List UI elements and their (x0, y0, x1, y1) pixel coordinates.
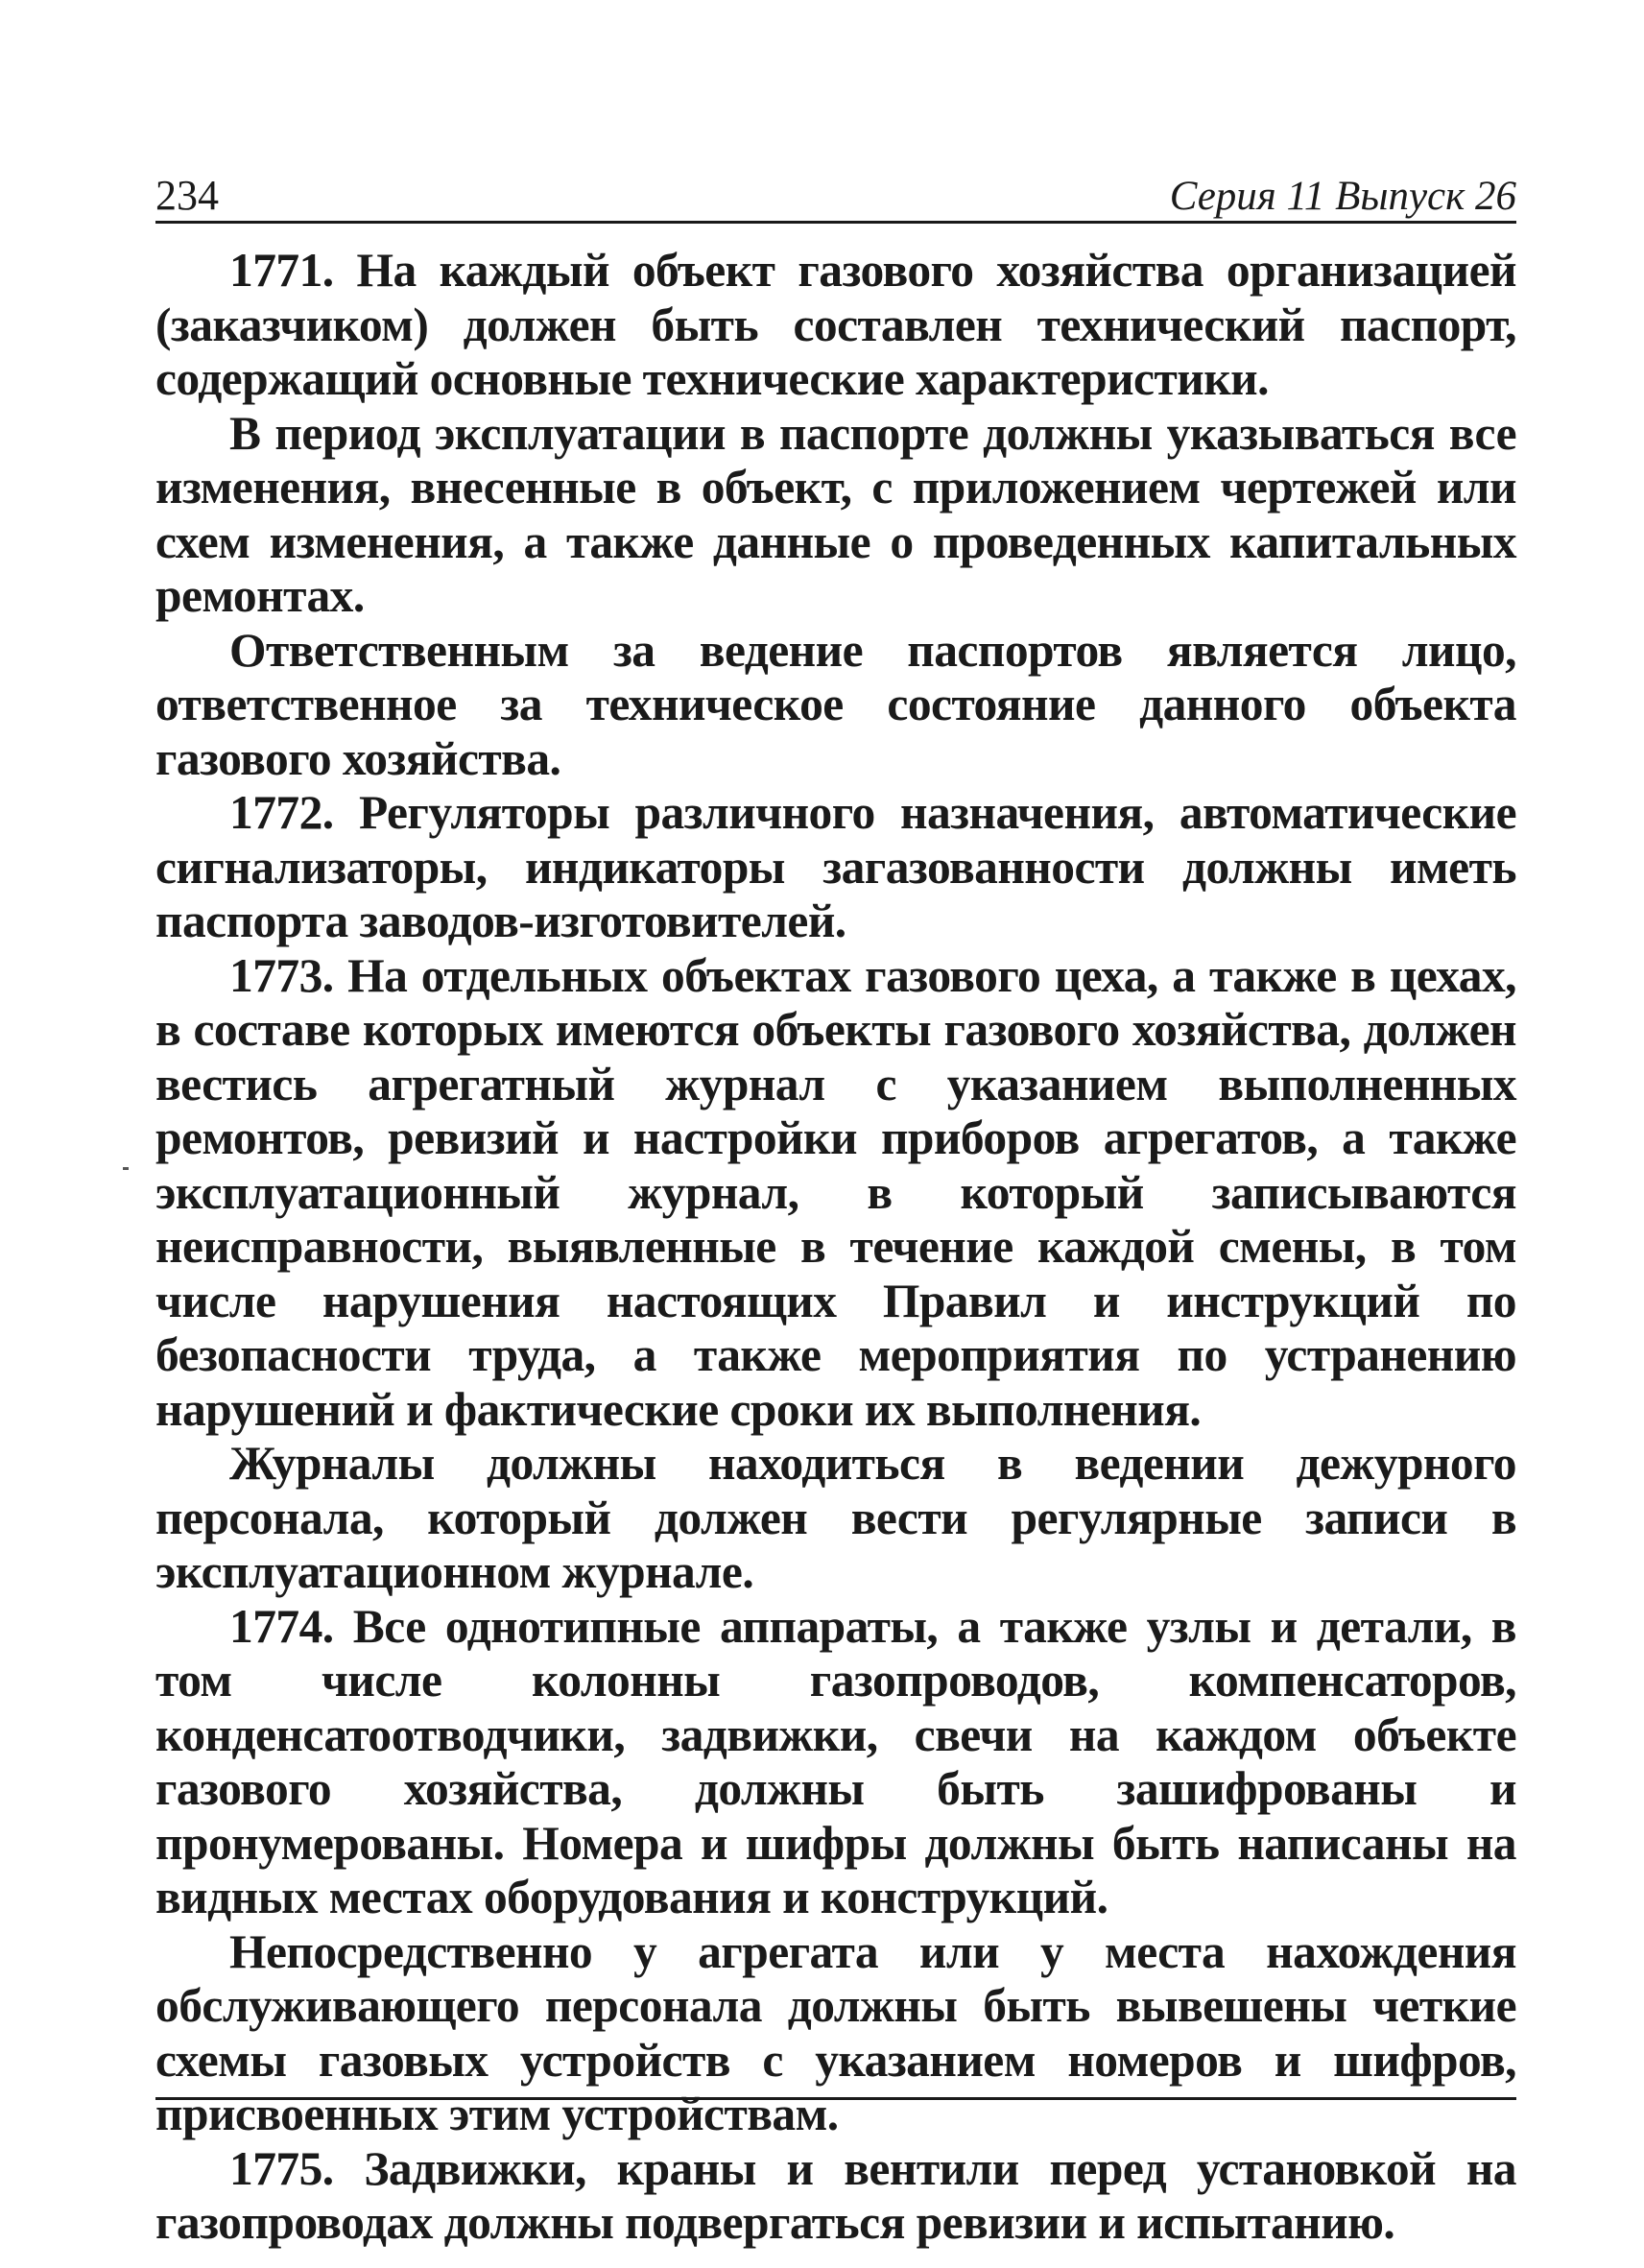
paragraph-schemes: Непосредственно у агрегата или у места нахождения обслуживающего персонала должны быть вывешены четкие схемы газовых устройств с указанием номеров и шифров, присвоенных этим устройствам. (155, 1924, 1516, 2140)
paragraph-1773: 1773. На отдельных объектах газового цеха, а также в цехах, в составе которых имеются объекты газового хозяйства, должен вестись агрегатный журнал с указанием выполненных ремонтов, ревизий и настройки приборов агрегатов, а также эксплуатационный журнал, в который записываются неисправности, выявленные в течение каждой смены, в том числе нарушения настоящих Правил и инструкций по безопасности труда, а также мероприятия по устранению нарушений и фактические сроки их выполнения. (155, 948, 1516, 1436)
paragraph-1771: 1771. На каждый объект газового хозяйства организацией (заказчиком) должен быть составлен технический паспорт, содержащий основные технические характеристики. (155, 244, 1516, 405)
paragraph-passport-responsible: Ответственным за ведение паспортов является лицо, ответственное за техническое состояние данного объекта газового хозяйства. (155, 623, 1516, 785)
body-text (155, 244, 1516, 2251)
margin-mark (123, 1167, 129, 1170)
paragraph-1772: 1772. Регуляторы различного назначения, автоматические сигнализаторы, индикаторы загазованности должны иметь паспорта заводов-изготовителей. (155, 786, 1516, 947)
page-header (155, 161, 1516, 224)
paragraph-journals: Журналы должны находиться в ведении дежурного персонала, который должен вести регулярные записи в эксплуатационном журнале. (155, 1437, 1516, 1598)
footer-rule (155, 2097, 1516, 2100)
running-title: Серия 11 Выпуск 26 (1169, 174, 1516, 219)
paragraph-passport-changes: В период эксплуатации в паспорте должны указываться все изменения, внесенные в объект, с приложением чертежей или схем изменения, а также данные о проведенных капитальных ремонтах. (155, 406, 1516, 622)
paragraph-1774: 1774. Все однотипные аппараты, а также узлы и детали, в том числе колонны газопроводов, компенсаторов, конденсатоотводчики, задвижки, свечи на каждом объекте газового хозяйства, должны быть зашифрованы и пронумерованы. Номера и шифры должны быть написаны на видных местах оборудования и конструкций. (155, 1599, 1516, 1923)
page-number: 234 (155, 172, 219, 219)
paragraph-1775: 1775. Задвижки, краны и вентили перед установкой на газопроводах должны подвергаться ревизии и испытанию. (155, 2141, 1516, 2249)
